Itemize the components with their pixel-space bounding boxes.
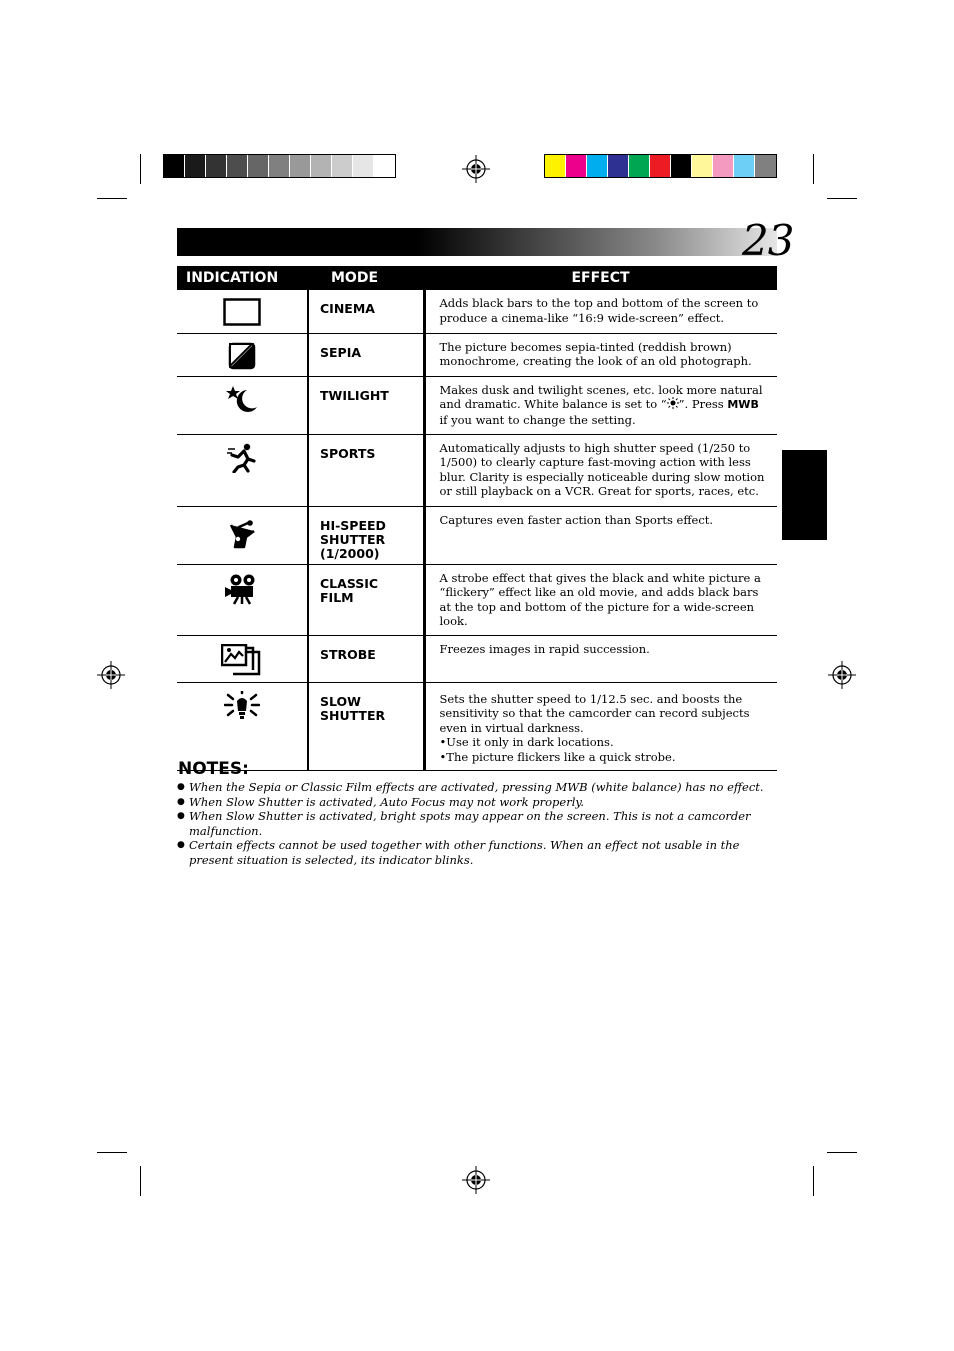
effect-cell: The picture becomes sepia-tinted (reddish brown) monochrome, creating the look of an old photograph. <box>424 333 777 376</box>
notes-title: NOTES: <box>178 759 249 779</box>
list-item: ● When Slow Shutter is activated, bright spots may appear on the screen. This is not a camcorder malfunction. <box>177 809 777 838</box>
mode-cell: SPORTS <box>308 434 424 506</box>
mode-line: SLOW <box>320 693 361 709</box>
table-row <box>177 635 777 682</box>
crop-mark-bottom-left-v <box>140 1166 141 1196</box>
effect-text: Makes dusk and twilight scenes, etc. look more natural and dramatic. White balance is set to “ <box>439 382 763 411</box>
registration-mark-top-icon <box>462 155 490 183</box>
sun-icon <box>667 397 679 409</box>
page-number: 23 <box>742 216 794 265</box>
registration-mark-left-icon <box>97 661 125 689</box>
color-swatch <box>185 155 206 177</box>
crop-mark-bottom-right-h <box>827 1152 857 1153</box>
mode-cell: CINEMA <box>308 290 424 333</box>
table-row <box>177 682 777 771</box>
header-indication: INDICATION <box>177 266 308 290</box>
hi-speed-shutter-icon <box>226 517 258 549</box>
effect-text: Sets the shutter speed to 1/12.5 sec. and boosts the sensitivity so that the camcorder can record subjects even in virtual darkness. <box>439 691 750 735</box>
color-swatch <box>629 155 650 177</box>
strobe-icon <box>221 644 263 676</box>
effect-cell <box>424 682 777 771</box>
mode-cell <box>308 506 424 564</box>
effect-text: ”. Press <box>678 397 728 411</box>
color-swatch <box>755 155 776 177</box>
indication-cell <box>177 376 308 434</box>
color-swatch <box>692 155 713 177</box>
color-swatch <box>248 155 269 177</box>
mode-line: FILM <box>320 589 354 605</box>
color-swatch <box>671 155 692 177</box>
mode-cell: STROBE <box>308 635 424 682</box>
color-swatch <box>206 155 227 177</box>
effect-cell: A strobe effect that gives the black and white picture a “flickery” effect like an old movie, and adds black bars at the top and bottom of the picture for a wide-screen look. <box>424 564 777 635</box>
color-swatch <box>608 155 629 177</box>
mode-line: SHUTTER <box>320 707 386 723</box>
mode-line: SHUTTER <box>320 531 386 547</box>
color-swatch <box>164 155 185 177</box>
registration-mark-right-icon <box>828 661 856 689</box>
table-row <box>177 564 777 635</box>
color-swatch <box>374 155 395 177</box>
sports-icon <box>226 443 258 473</box>
effect-bullet: •The picture flickers like a quick strobe. <box>439 749 676 764</box>
crop-mark-top-left-v <box>140 154 141 184</box>
indication-cell <box>177 290 308 333</box>
crop-mark-top-right-v <box>813 154 814 184</box>
mode-line: HI-SPEED <box>320 517 386 533</box>
crop-mark-bottom-right-v <box>813 1166 814 1196</box>
side-tab <box>782 450 827 540</box>
indication-cell <box>177 333 308 376</box>
mwb-label: MWB <box>727 398 759 411</box>
effect-cell: Captures even faster action than Sports effect. <box>424 506 777 564</box>
notes-list <box>177 780 777 867</box>
effect-cell: Automatically adjusts to high shutter speed (1/250 to 1/500) to clearly capture fast-moving action with less blur. Clarity is especially noticeable during slow motion or still playback on a VCR. Great for sports, races, etc. <box>424 434 777 506</box>
sepia-icon <box>228 342 256 370</box>
table-row <box>177 376 777 434</box>
effect-bullet: •Use it only in dark locations. <box>439 735 614 749</box>
list-item: ● When Slow Shutter is activated, Auto Focus may not work properly. <box>177 795 777 810</box>
indication-cell <box>177 682 308 771</box>
mode-cell: TWILIGHT <box>308 376 424 434</box>
color-swatch <box>734 155 755 177</box>
mode-cell <box>308 564 424 635</box>
grayscale-bar <box>163 154 396 178</box>
color-swatch <box>290 155 311 177</box>
color-swatch <box>227 155 248 177</box>
crop-mark-top-right-h <box>827 198 857 199</box>
mode-line: (1/2000) <box>320 545 380 561</box>
table-row <box>177 290 777 333</box>
color-swatch <box>353 155 374 177</box>
effect-cell: Adds black bars to the top and bottom of the screen to produce a cinema-like “16:9 wide-screen” effect. <box>424 290 777 333</box>
indication-cell <box>177 564 308 635</box>
indication-cell <box>177 434 308 506</box>
header-mode: MODE <box>308 266 424 290</box>
table-row <box>177 434 777 506</box>
crop-mark-bottom-left-h <box>97 1152 127 1153</box>
color-swatch <box>545 155 566 177</box>
color-swatch <box>587 155 608 177</box>
effect-text: if you want to change the setting. <box>439 412 636 427</box>
registration-mark-bottom-icon <box>462 1166 490 1194</box>
color-swatch <box>311 155 332 177</box>
color-swatch <box>713 155 734 177</box>
twilight-icon <box>225 385 259 415</box>
mode-cell <box>308 682 424 771</box>
indication-cell <box>177 506 308 564</box>
color-swatch <box>269 155 290 177</box>
table-row <box>177 506 777 564</box>
color-swatch <box>650 155 671 177</box>
crop-mark-top-left-h <box>97 198 127 199</box>
modes-table <box>177 266 777 771</box>
list-item: ● When the Sepia or Classic Film effects are activated, pressing MWB (white balance) has no effect. <box>177 780 777 795</box>
color-swatch <box>566 155 587 177</box>
cinema-icon <box>223 298 261 326</box>
classic-film-icon <box>224 573 260 605</box>
header-effect: EFFECT <box>424 266 777 290</box>
mode-line: CLASSIC <box>320 575 379 591</box>
indication-cell <box>177 635 308 682</box>
page-header-bar <box>177 228 777 256</box>
effect-cell: Freezes images in rapid succession. <box>424 635 777 682</box>
table-row <box>177 333 777 376</box>
table-header-row <box>177 266 777 290</box>
color-bar <box>544 154 777 178</box>
list-item: ● Certain effects cannot be used together with other functions. When an effect not usable in the present situation is selected, its indicator blinks. <box>177 838 777 867</box>
color-swatch <box>332 155 353 177</box>
mode-cell: SEPIA <box>308 333 424 376</box>
effect-cell <box>424 376 777 434</box>
slow-shutter-icon <box>224 691 260 721</box>
